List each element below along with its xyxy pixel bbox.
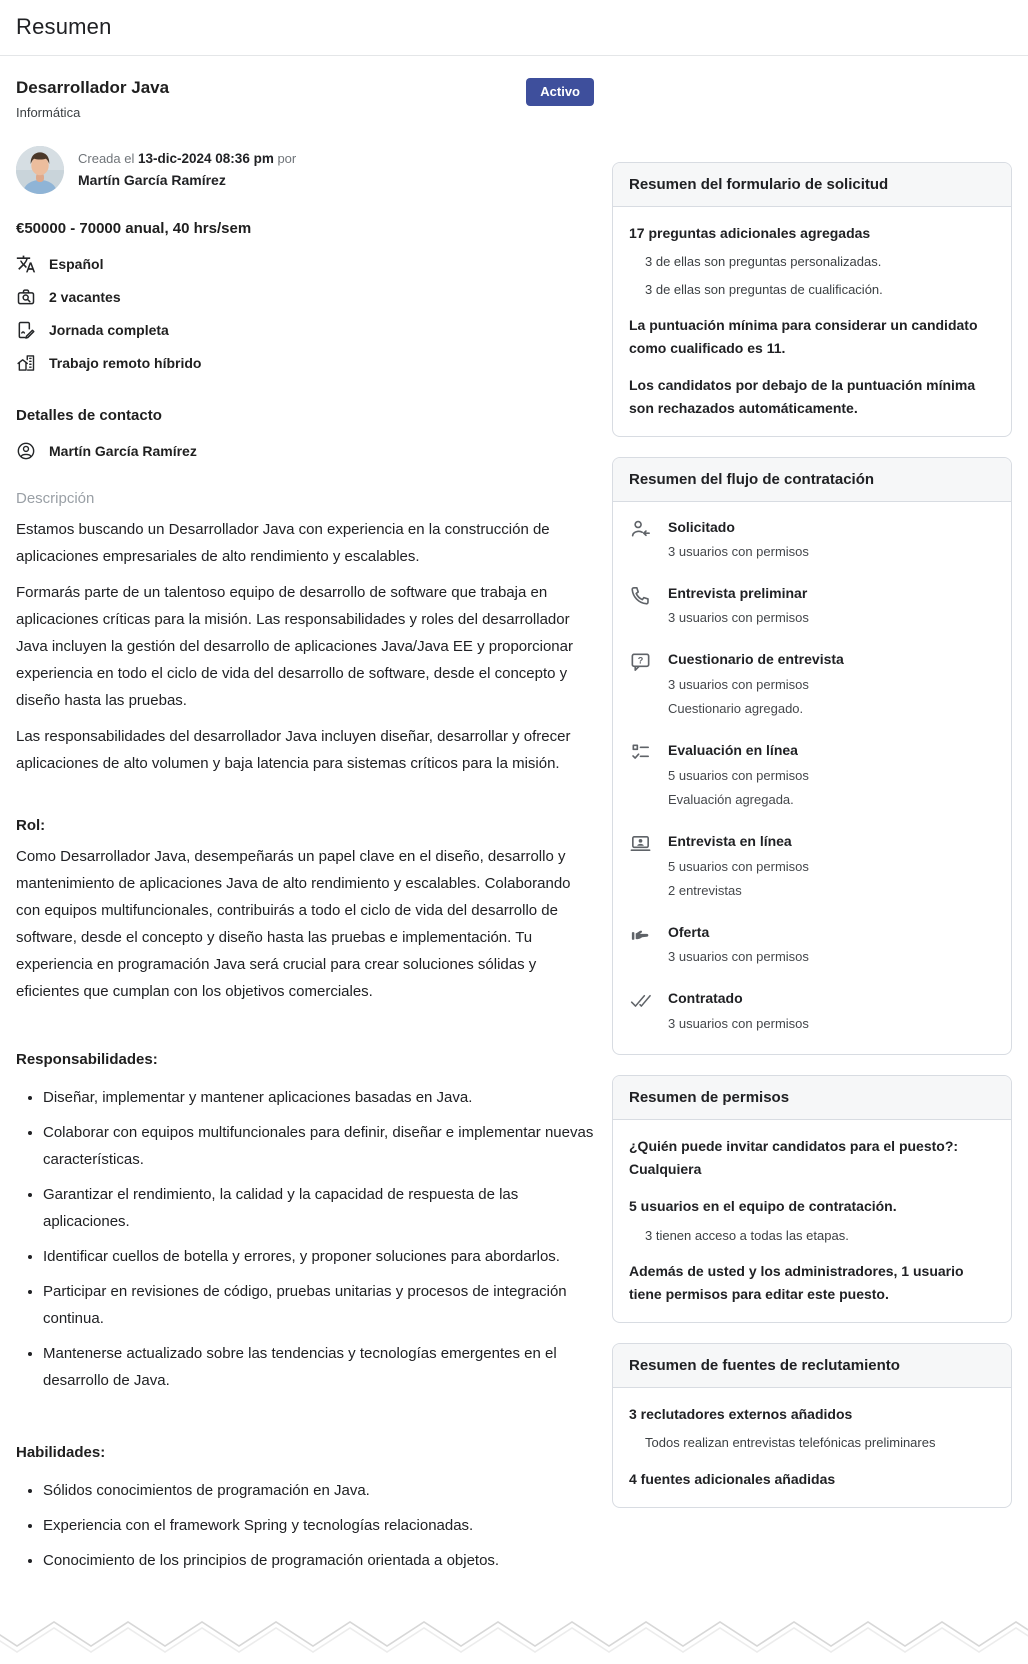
- application-form-summary-card: [612, 162, 1012, 437]
- language-translate-icon: [16, 254, 36, 274]
- job-title: Desarrollador Java: [16, 78, 170, 97]
- description-paragraph: Estamos buscando un Desarrollador Java con experiencia en la construcción de aplicaciones empresariales de alto rendimiento y escalables.: [16, 521, 550, 565]
- questions-sub: 3 de ellas son preguntas personalizadas.: [645, 254, 882, 270]
- additional-sources: 4 fuentes adicionales añadidas: [629, 1470, 836, 1487]
- stage-detail: 5 usuarios con permisos: [668, 858, 809, 874]
- online-interview-icon: [629, 832, 652, 855]
- stage-detail: 3 usuarios con permisos: [668, 1015, 809, 1031]
- stage-name: Contratado: [668, 990, 743, 1007]
- stage-detail: Cuestionario agregado.: [668, 701, 804, 717]
- responsibilities-list: [16, 1084, 594, 1394]
- stage-detail: 3 usuarios con permisos: [668, 676, 809, 692]
- role-paragraph: Como Desarrollador Java, desempeñarás un papel clave en el diseño, desarrollo y mantenimiento de aplicaciones Java de alto rendimiento y escalables. Colaborando con equipos multifuncionales, contribuirás a todo el ciclo de vida del desarrollo de software, desde el concepto y diseño hasta las pruebas e implementación. Tu experiencia en programación Java será crucial para crear soluciones sólidas y eficientes que cumplan con los objetivos comerciales.: [16, 848, 571, 1000]
- role-heading: Rol:: [16, 817, 46, 834]
- stage-name: Entrevista preliminar: [668, 585, 808, 602]
- list-item: • Colaborar con equipos multifuncionales para definir, diseñar e implementar nuevas características.: [43, 1119, 594, 1173]
- list-item: • Mantenerse actualizado sobre las tendencias y tecnologías emergentes en el desarrollo de Java.: [43, 1340, 594, 1394]
- skills-heading: Habilidades:: [16, 1444, 106, 1461]
- external-recruiters-sub: Todos realizan entrevistas telefónicas preliminares: [645, 1435, 936, 1451]
- hiring-team-count: 5 usuarios en el equipo de contratación.: [629, 1198, 897, 1215]
- contact-row: [16, 441, 594, 461]
- attribute-label: 2 vacantes: [49, 289, 121, 305]
- created-by-name: Martín García Ramírez: [78, 171, 226, 188]
- questions-added: 17 preguntas adicionales agregadas: [629, 225, 871, 241]
- job-attributes: [16, 253, 594, 374]
- stage-detail: 5 usuarios con permisos: [668, 767, 809, 783]
- attribute-job-type: [16, 319, 594, 341]
- person-add-icon: [629, 518, 652, 541]
- avatar: [16, 146, 64, 194]
- stage-cuestionario: [629, 649, 995, 719]
- question-chat-icon: [629, 650, 652, 673]
- stage-name: Evaluación en línea: [668, 742, 798, 759]
- card-title: Resumen de permisos: [613, 1076, 1011, 1120]
- stage-detail: 3 usuarios con permisos: [668, 610, 809, 626]
- card-title: Resumen de fuentes de reclutamiento: [613, 1344, 1011, 1388]
- stage-detail: 3 usuarios con permisos: [668, 544, 809, 560]
- stage-contratado: [629, 988, 995, 1033]
- job-details-column: [16, 78, 594, 1582]
- remote-work-house-building-icon: [16, 353, 36, 373]
- stage-name: Cuestionario de entrevista: [668, 651, 844, 668]
- salary-info: €50000 - 70000 anual, 40 hrs/sem: [16, 220, 252, 237]
- contact-details-heading: Detalles de contacto: [16, 407, 162, 424]
- description-paragraph: Formarás parte de un talentoso equipo de desarrollo de software que trabaja en aplicaciones críticas para la misión. Las responsabilidades y roles del desarrollador Java incluyen la gestión del desarrollo de aplicaciones Java/Java EE y proporcionar experiencia en todo el ciclo de vida del desarrollo de software, desde el concepto y diseño hasta las pruebas.: [16, 584, 573, 709]
- edit-permission: Además de usted y los administradores, 1 usuario tiene permisos para editar este puesto.: [629, 1263, 964, 1302]
- list-item: • Participar en revisiones de código, pruebas unitarias y procesos de integración continua.: [43, 1278, 594, 1332]
- job-type-document-pen-icon: [16, 320, 36, 340]
- description-label: Descripción: [16, 490, 95, 507]
- torn-edge: [0, 1616, 1028, 1664]
- hiring-flow-summary-card: [612, 457, 1012, 1056]
- permissions-summary-card: [612, 1075, 1012, 1322]
- list-item: • Garantizar el rendimiento, la calidad y la capacidad de respuesta de las aplicaciones.: [43, 1181, 594, 1235]
- description-paragraph: Las responsabilidades del desarrollador Java incluyen diseñar, desarrollar y ofrecer aplicaciones de alto volumen y baja latencia para sistemas críticos para la misión.: [16, 728, 571, 772]
- vacancies-briefcase-search-icon: [16, 287, 36, 307]
- offer-hand-icon: [629, 923, 652, 946]
- person-circle-icon: [16, 441, 36, 461]
- stage-evaluacion: [629, 740, 995, 810]
- stage-detail: 3 usuarios con permisos: [668, 949, 809, 965]
- double-check-icon: [629, 989, 652, 1012]
- created-date: 13-dic-2024 08:36 pm: [138, 151, 274, 166]
- stage-name: Solicitado: [668, 518, 735, 535]
- min-score-note: La puntuación mínima para considerar un candidato como cualificado es 11.: [629, 317, 978, 356]
- attribute-vacancies: [16, 286, 594, 308]
- stage-solicitado: [629, 517, 995, 562]
- stage-entrevista-preliminar: [629, 583, 995, 628]
- contact-name: Martín García Ramírez: [49, 443, 197, 459]
- header-divider: [0, 55, 1028, 56]
- stage-name: Entrevista en línea: [668, 833, 792, 850]
- external-recruiters: 3 reclutadores externos añadidos: [629, 1405, 853, 1422]
- list-item: • Diseñar, implementar y mantener aplicaciones basadas en Java.: [43, 1084, 594, 1111]
- card-title: Resumen del flujo de contratación: [613, 458, 1011, 502]
- stage-oferta: [629, 922, 995, 967]
- attribute-label: Español: [49, 256, 104, 272]
- phone-icon: [629, 584, 652, 607]
- description-section: [16, 490, 594, 1574]
- stage-entrevista-online: [629, 831, 995, 901]
- stage-detail: Evaluación agregada.: [668, 792, 794, 808]
- attribute-label: Trabajo remoto híbrido: [49, 355, 202, 371]
- svg-text:?: ?: [637, 655, 644, 666]
- sources-summary-card: [612, 1343, 1012, 1508]
- summary-cards-column: [612, 162, 1012, 1582]
- attribute-work-mode: [16, 352, 594, 374]
- attribute-language: [16, 253, 594, 275]
- checklist-icon: [629, 741, 652, 764]
- responsibilities-heading: Responsabilidades:: [16, 1051, 158, 1068]
- stage-detail: 2 entrevistas: [668, 883, 742, 899]
- stage-name: Oferta: [668, 924, 710, 941]
- list-item: • Experiencia con el framework Spring y tecnologías relacionadas.: [43, 1512, 594, 1539]
- card-title: Resumen del formulario de solicitud: [613, 163, 1011, 207]
- questions-sub: 3 de ellas son preguntas de cualificación.: [645, 281, 883, 297]
- list-item: • Sólidos conocimientos de programación en Java.: [43, 1477, 594, 1504]
- created-info: Creada el 13-dic-2024 08:36 pm por: [78, 151, 297, 166]
- list-item: • Conocimiento de los principios de programación orientada a objetos.: [43, 1547, 594, 1574]
- page-title: Resumen: [16, 14, 112, 39]
- skills-list: [16, 1477, 594, 1574]
- hiring-team-sub: 3 tienen acceso a todas las etapas.: [645, 1227, 849, 1243]
- job-department: Informática: [16, 105, 81, 120]
- invite-permission: ¿Quién puede invitar candidatos para el puesto?: Cualquiera: [629, 1138, 959, 1177]
- list-item: • Identificar cuellos de botella y errores, y proponer soluciones para abordarlos.: [43, 1243, 594, 1270]
- status-badge[interactable]: Activo: [526, 78, 594, 106]
- auto-reject-note: Los candidatos por debajo de la puntuación mínima son rechazados automáticamente.: [629, 377, 976, 416]
- attribute-label: Jornada completa: [49, 322, 169, 338]
